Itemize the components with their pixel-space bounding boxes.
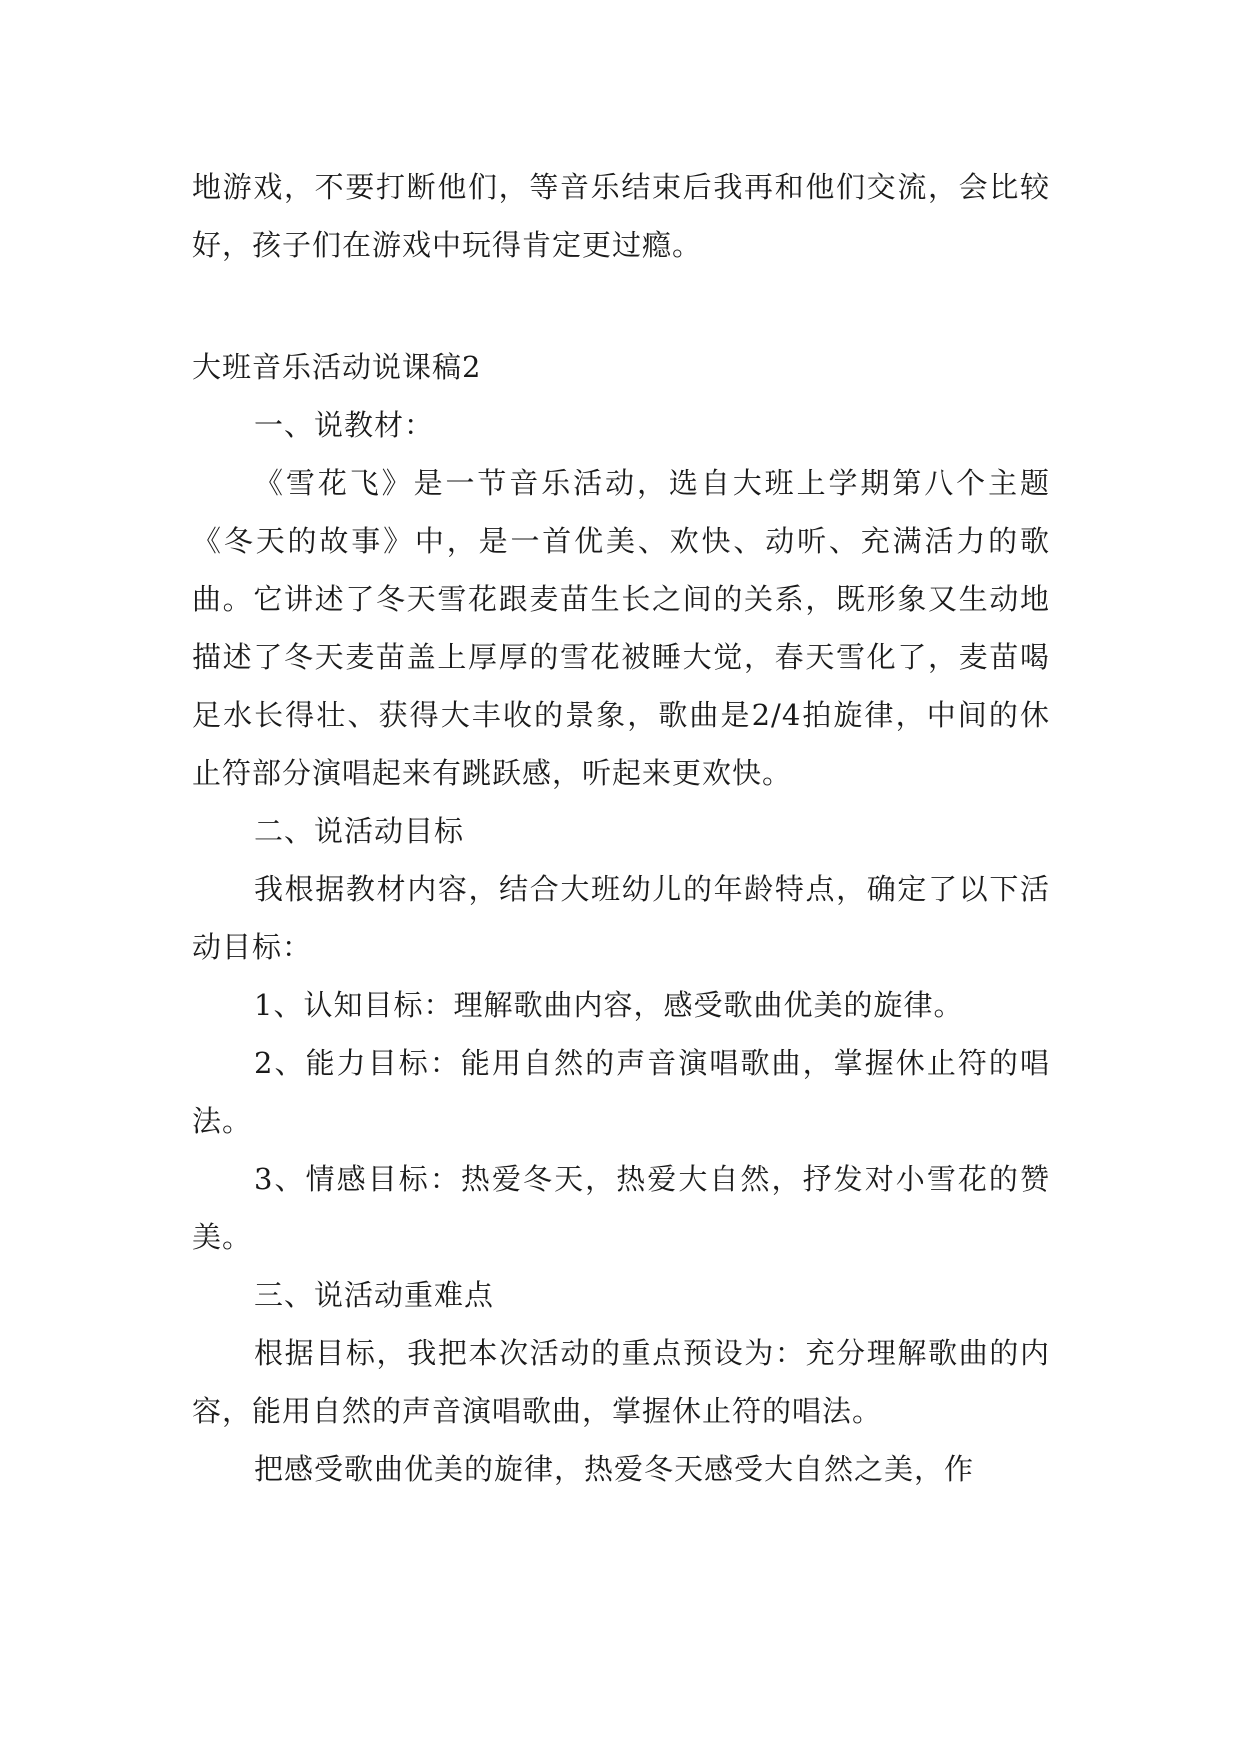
section-body [192,396,1050,1498]
section-title [192,338,1050,396]
paragraph-textbook: 《雪花飞》是一节音乐活动，选自大班上学期第八个主题《冬天的故事》中，是一首优美、欢快、动听、充满活力的歌曲。它讲述了冬天雪花跟麦苗生长之间的关系，既形象又生动地描述了冬天麦苗盖上厚厚的雪花被睡大觉，春天雪化了，麦苗喝足水长得壮、获得大丰收的景象，歌曲是2/4拍旋律，中间的休止符部分演唱起来有跳跃感，听起来更欢快。 [192,466,1050,790]
paragraph-goals-intro: 我根据教材内容，结合大班幼儿的年龄特点，确定了以下活动目标： [192,872,1050,964]
section-title-text: 大班音乐活动说课稿2 [192,350,482,384]
heading-goals: 二、说活动目标 [254,814,465,848]
continuation-paragraph: 地游戏，不要打断他们，等音乐结束后我再和他们交流，会比较好，孩子们在游戏中玩得肯定更过瘾。 [192,170,1050,262]
heading-textbook: 一、说教材： [254,408,435,442]
continuation-text [192,158,1050,274]
heading-key-points: 三、说活动重难点 [254,1278,495,1312]
goal-ability: 2、能力目标：能用自然的声音演唱歌曲，掌握休止符的唱法。 [192,1046,1050,1138]
goal-emotion: 3、情感目标：热爱冬天，热爱大自然，抒发对小雪花的赞美。 [192,1162,1050,1254]
paragraph-difficulty: 把感受歌曲优美的旋律，热爱冬天感受大自然之美，作 [254,1452,975,1486]
goal-cognitive: 1、认知目标：理解歌曲内容，感受歌曲优美的旋律。 [254,988,964,1022]
paragraph-key-points: 根据目标，我把本次活动的重点预设为：充分理解歌曲的内容，能用自然的声音演唱歌曲，掌握休止符的唱法。 [192,1336,1050,1428]
